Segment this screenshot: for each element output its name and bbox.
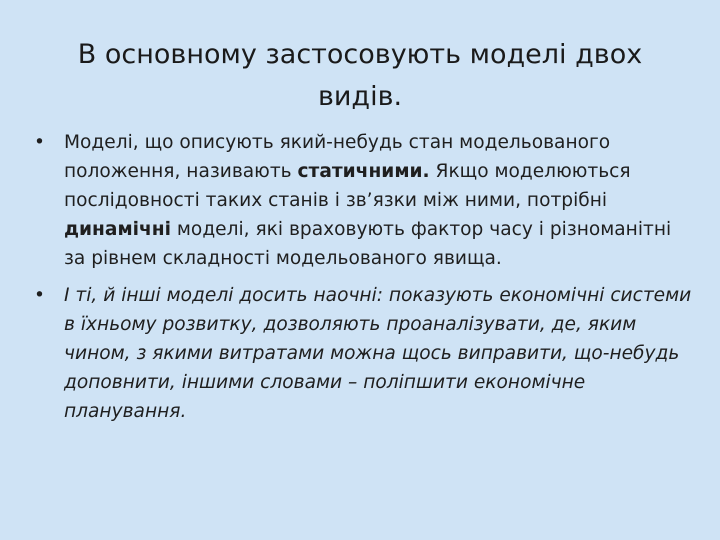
bullet-item-visual-models <box>34 281 694 426</box>
slide-title: В основному застосовують моделі двох видів. <box>77 39 643 112</box>
bullet-text: І ті, й інші моделі досить наочні: показують економічні системи в їхньому розвитку, дозволяють проаналізувати, де, яким чином, з якими витратами можна щось виправити, що-небудь доповнити, іншими словами – поліпшити економічне планування. <box>64 285 692 422</box>
bullet-mark: • <box>34 285 45 306</box>
bold-term-dynamic: динамічні <box>64 219 171 240</box>
bold-term-static: статичними. <box>297 161 430 182</box>
bullet-text-part: Моделі, що описують який-небудь стан модельованого положення, називають <box>64 132 611 182</box>
bullet-mark: • <box>34 132 45 153</box>
bullet-text-part: моделі, які враховують фактор часу і різноманітні за рівнем складності модельованого явища. <box>64 219 672 269</box>
bullet-list <box>34 128 694 434</box>
bullet-item-static-dynamic <box>34 128 694 273</box>
bullet-text <box>64 132 671 269</box>
bullet-text-part: Якщо моделюються послідовності таких станів і зв’язки між ними, потрібні <box>64 161 631 211</box>
